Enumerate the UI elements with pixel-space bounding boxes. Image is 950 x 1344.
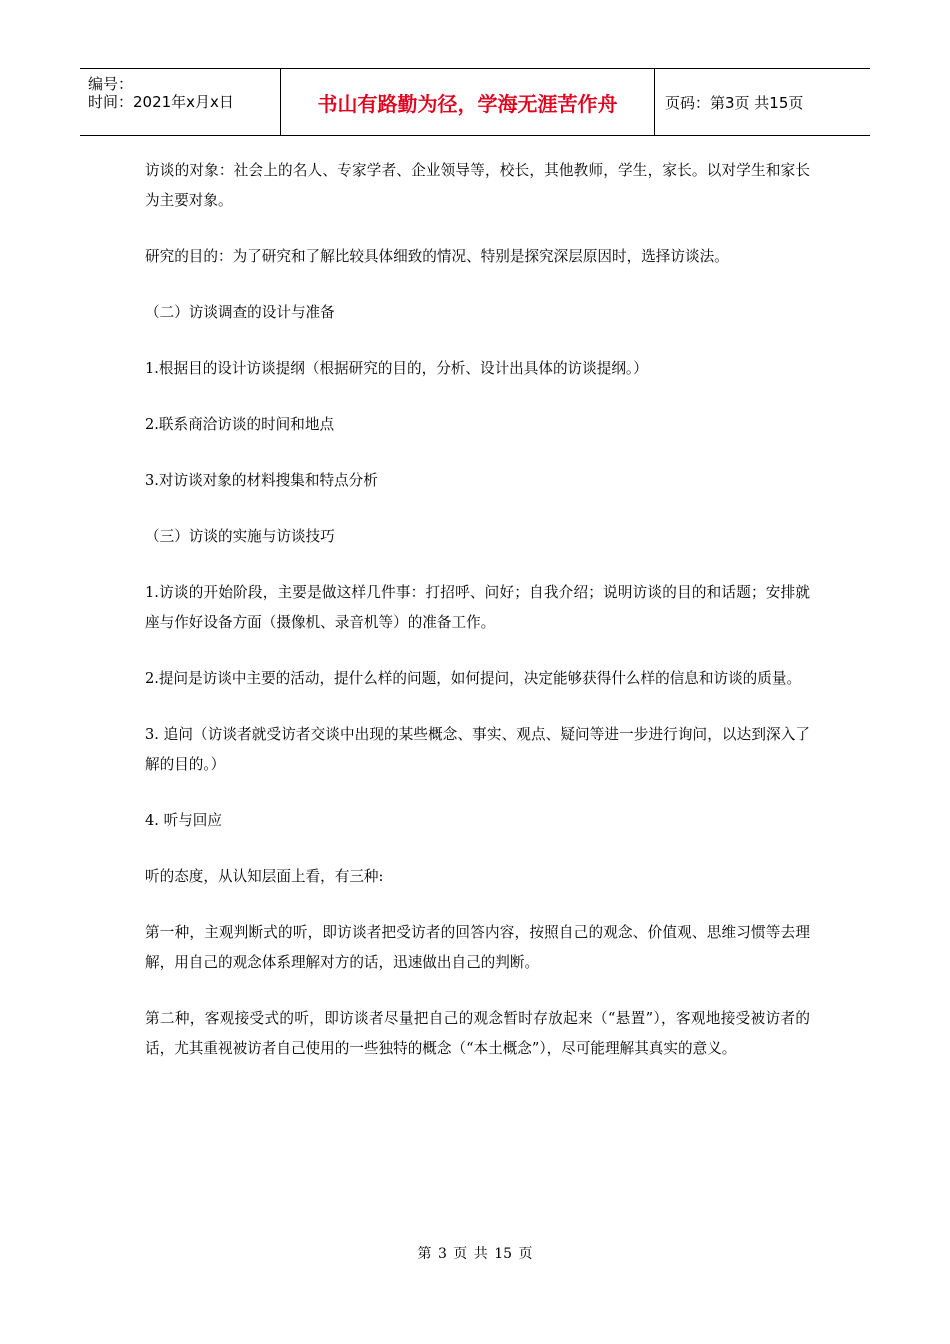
list-item: 1.根据目的设计访谈提纲（根据研究的目的，分析、设计出具体的访谈提纲。） (145, 360, 648, 377)
document-header (80, 68, 870, 136)
list-item: 3. 追问（访谈者就受访者交谈中出现的某些概念、事实、观点、疑问等进一步进行询问，以达到深入了解的目的。） (145, 726, 810, 773)
header-meta (80, 69, 281, 135)
paragraph-second-type: 第二种，客观接受式的听，即访谈者尽量把自己的观念暂时存放起来（“悬置”），客观地接受被访者的话，尤其重视被访者自己使用的一些独特的概念（“本土概念”），尽可能理解其真实的意义。 (145, 1010, 810, 1057)
list-item: 4. 听与回应 (145, 812, 222, 829)
list-item: 2.联系商洽访谈的时间和地点 (145, 416, 335, 433)
list-item: 1.访谈的开始阶段，主要是做这样几件事：打招呼、问好；自我介绍；说明访谈的目的和话题；安排就座与作好设备方面（摄像机、录音机等）的准备工作。 (145, 584, 810, 631)
paragraph-listening-attitude: 听的态度，从认知层面上看，有三种: (145, 868, 384, 885)
document-date: 时间：2021年x月x日 (88, 93, 234, 111)
header-page-info: 页码：第3页 共15页 (665, 93, 804, 112)
page-footer: 第 3 页 共 15 页 (417, 1246, 533, 1262)
list-item: 3.对访谈对象的材料搜集和特点分析 (145, 472, 378, 489)
list-item: 2.提问是访谈中主要的活动，提什么样的问题，如何提问，决定能够获得什么样的信息和访谈的质量。 (145, 670, 802, 687)
document-number-label: 编号： (88, 75, 134, 93)
section-heading-design: （二）访谈调查的设计与准备 (145, 304, 335, 321)
paragraph-first-type: 第一种，主观判断式的听，即访谈者把受访者的回答内容，按照自己的观念、价值观、思维习惯等去理解，用自己的观念体系理解对方的话，迅速做出自己的判断。 (145, 924, 810, 971)
document-body (145, 156, 810, 1090)
paragraph-research-purpose: 研究的目的：为了研究和了解比较具体细致的情况、特别是探究深层原因时，选择访谈法。 (145, 248, 729, 265)
paragraph-interview-subjects: 访谈的对象：社会上的名人、专家学者、企业领导等，校长，其他教师，学生，家长。以对学生和家长为主要对象。 (145, 162, 810, 209)
section-heading-implementation: （三）访谈的实施与访谈技巧 (145, 528, 335, 545)
header-motto: 书山有路勤为径，学海无涯苦作舟 (281, 69, 655, 135)
